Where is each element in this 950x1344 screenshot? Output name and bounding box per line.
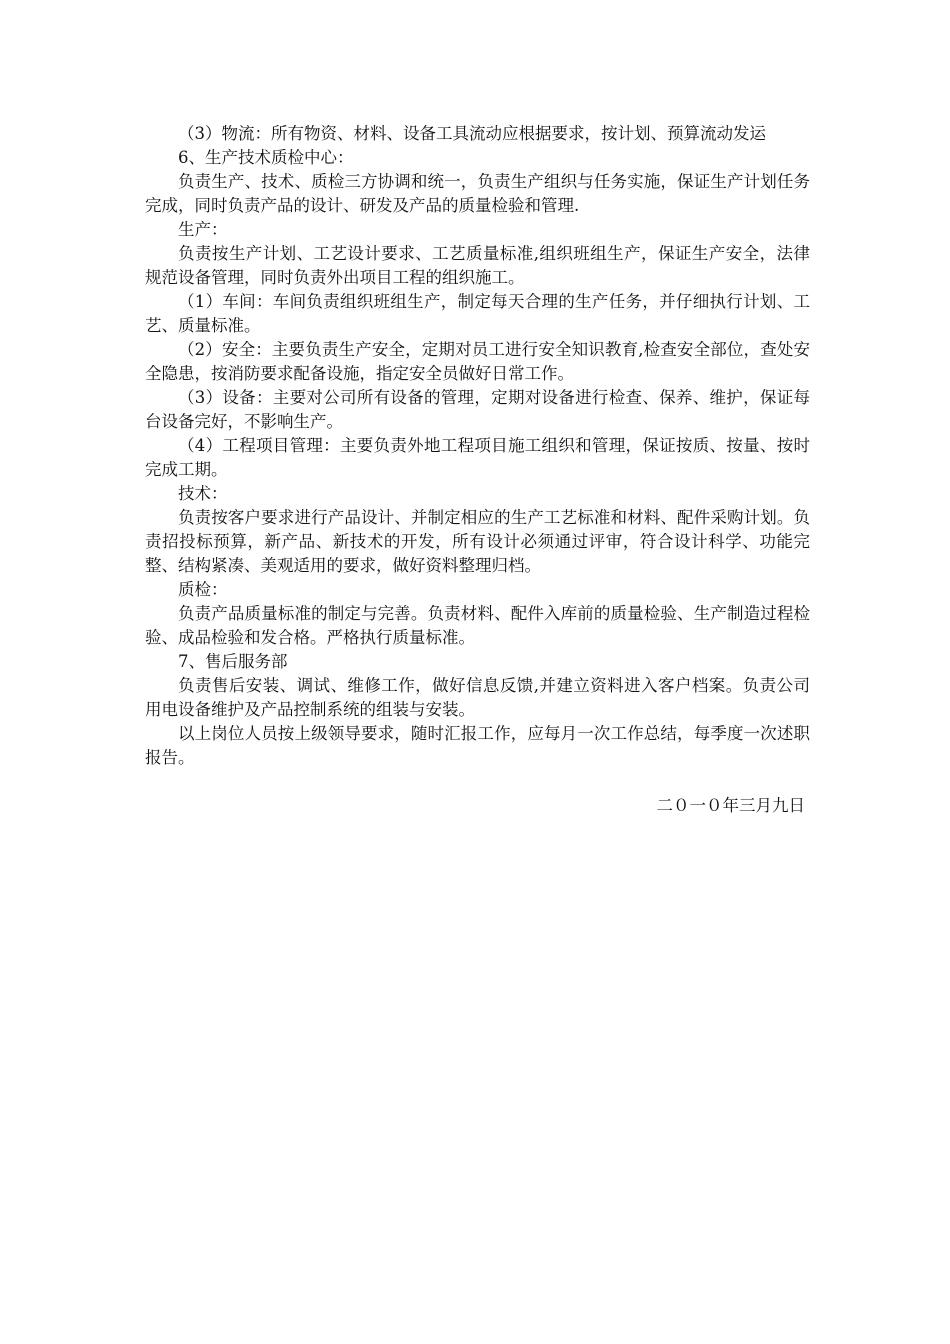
document-date: 二０一０年三月九日 xyxy=(656,796,805,815)
paragraph-after-sales-duties: 负责售后安装、调试、维修工作，做好信息反馈,并建立资料进入客户档案。负责公司用电设备维护及产品控制系统的组装与安装。 xyxy=(145,676,810,719)
paragraph-reporting-requirements: 以上岗位人员按上级领导要求，随时汇报工作，应每月一次工作总结，每季度一次述职报告。 xyxy=(145,724,810,767)
document-page xyxy=(145,122,810,818)
paragraph-equipment: （3）设备：主要对公司所有设备的管理，定期对设备进行检查、保养、维护，保证每台设备完好，不影响生产。 xyxy=(145,388,810,431)
paragraph-quality-control-duties: 负责产品质量标准的制定与完善。负责材料、配件入库前的质量检验、生产制造过程检验、成品检验和发合格。严格执行质量标准。 xyxy=(145,604,810,647)
paragraph-logistics: （3）物流：所有物资、材料、设备工具流动应根据要求，按计划、预算流动发运 xyxy=(178,124,766,143)
subheading-production: 生产： xyxy=(178,220,228,239)
paragraph-center-duties: 负责生产、技术、质检三方协调和统一，负责生产组织与任务实施，保证生产计划任务完成，同时负责产品的设计、研发及产品的质量检验和管理. xyxy=(145,172,810,215)
paragraph-project-management: （4）工程项目管理：主要负责外地工程项目施工组织和管理，保证按质、按量、按时完成工期。 xyxy=(145,436,810,479)
paragraph-production-duties: 负责按生产计划、工艺设计要求、工艺质量标准,组织班组生产，保证生产安全，法律规范设备管理，同时负责外出项目工程的组织施工。 xyxy=(145,244,810,287)
subheading-technology: 技术： xyxy=(178,484,228,503)
heading-production-tech-qc-center: 6、生产技术质检中心： xyxy=(178,148,354,167)
subheading-quality-control: 质检： xyxy=(178,580,228,599)
heading-after-sales-department: 7、售后服务部 xyxy=(178,652,288,671)
paragraph-safety: （2）安全：主要负责生产安全，定期对员工进行安全知识教育,检查安全部位，查处安全隐患，按消防要求配备设施，指定安全员做好日常工作。 xyxy=(145,340,810,383)
paragraph-workshop: （1）车间：车间负责组织班组生产，制定每天合理的生产任务，并仔细执行计划、工艺、质量标准。 xyxy=(145,292,810,335)
paragraph-technology-duties: 负责按客户要求进行产品设计、并制定相应的生产工艺标准和材料、配件采购计划。负责招投标预算，新产品、新技术的开发，所有设计必须通过评审，符合设计科学、功能完整、结构紧凑、美观适用的要求，做好资料整理归档。 xyxy=(145,508,810,575)
